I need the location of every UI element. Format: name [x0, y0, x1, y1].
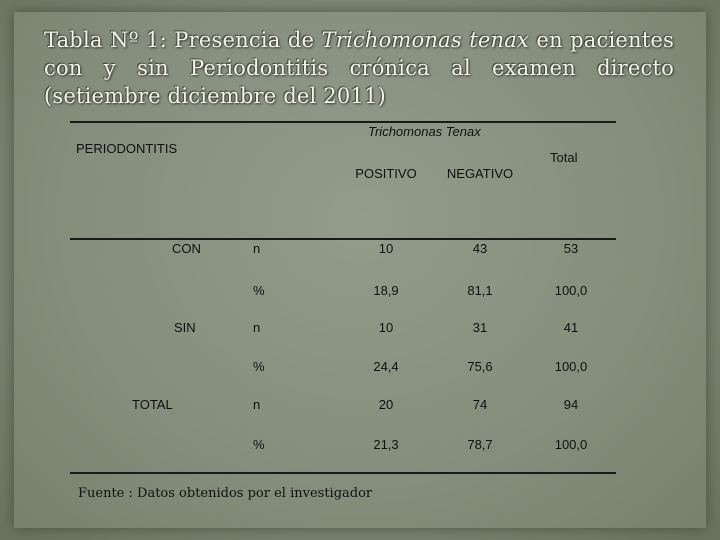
cell-positivo: 18,9: [373, 283, 399, 298]
cell-positivo: 21,3: [373, 437, 399, 452]
cell-negativo: 81,1: [467, 283, 493, 298]
table-top-rule: [70, 121, 616, 123]
cell-positivo: 10: [378, 241, 394, 256]
cell-negativo: 74: [472, 397, 488, 412]
group-header: Trichomonas Tenax: [368, 124, 481, 139]
col-header-negative: NEGATIVO: [446, 166, 514, 181]
source-footnote: Fuente : Datos obtenidos por el investigador: [78, 486, 373, 501]
cell-total: 100,0: [554, 283, 588, 298]
measure-label: n: [253, 241, 261, 256]
cell-total: 53: [563, 241, 579, 256]
measure-label: n: [253, 397, 261, 412]
table-header-rule: [70, 238, 616, 240]
title-italic-species: Trichomonas tenax: [321, 28, 529, 52]
cell-positivo: 10: [378, 320, 394, 335]
cell-positivo: 20: [378, 397, 394, 412]
row-header: PERIODONTITIS: [76, 141, 178, 156]
measure-label: %: [253, 359, 265, 374]
cell-total: 100,0: [554, 359, 588, 374]
title-text-rest: en pacientes con y sin Periodontitis crónica al examen directo (setiembre diciembre del 2011): [44, 28, 674, 108]
measure-label: %: [253, 283, 265, 298]
cell-negativo: 75,6: [467, 359, 493, 374]
cell-negativo: 43: [472, 241, 488, 256]
cell-total: 94: [563, 397, 579, 412]
measure-label: %: [253, 437, 265, 452]
table-bottom-rule: [70, 472, 616, 474]
cell-negativo: 78,7: [467, 437, 493, 452]
cell-negativo: 31: [472, 320, 488, 335]
slide-title: [44, 26, 674, 110]
col-header-total: Total: [550, 150, 578, 165]
cell-total: 41: [563, 320, 579, 335]
group-label: TOTAL: [132, 397, 173, 412]
col-header-positive: POSITIVO: [355, 166, 417, 181]
cell-total: 100,0: [554, 437, 588, 452]
group-label: SIN: [174, 320, 196, 335]
cell-positivo: 24,4: [373, 359, 399, 374]
measure-label: n: [253, 320, 261, 335]
group-label: CON: [172, 241, 201, 256]
title-text: Tabla Nº 1: Presencia de: [44, 28, 322, 52]
